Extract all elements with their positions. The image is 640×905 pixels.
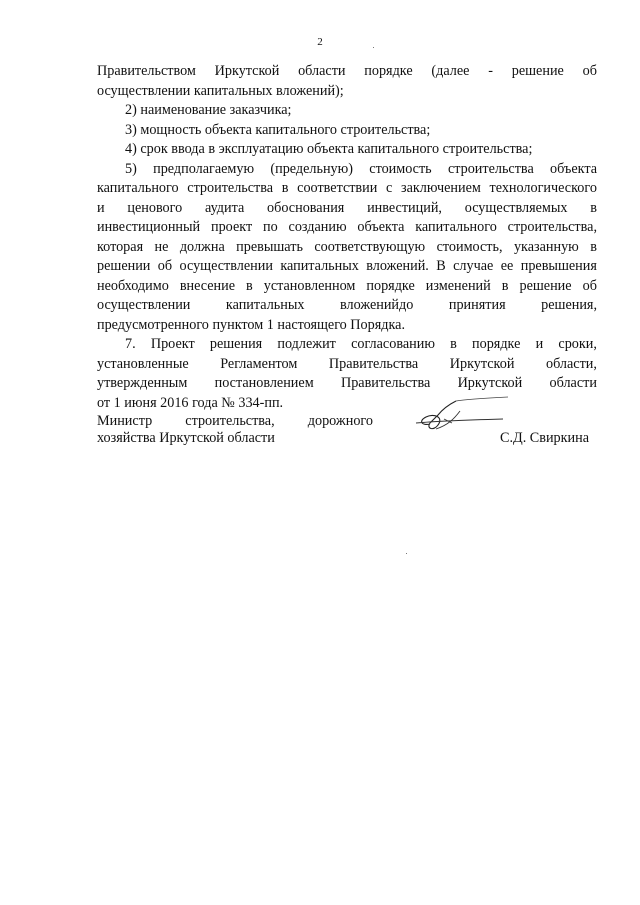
word: принятия xyxy=(448,297,506,313)
word: порядке xyxy=(364,63,413,79)
word: решении xyxy=(97,258,151,274)
signatory-position-line-2: хозяйства Иркутской области xyxy=(97,430,275,446)
word: в xyxy=(590,238,597,255)
word: Правительства xyxy=(328,355,419,372)
word: строительства, xyxy=(507,219,597,235)
text-line xyxy=(97,218,597,236)
word: капитального xyxy=(415,219,497,235)
word: Регламентом xyxy=(220,355,298,372)
word: 5) xyxy=(125,160,137,177)
word: Иркутской xyxy=(214,63,280,79)
page-number: 2 xyxy=(317,36,323,48)
signatory-position-line-1 xyxy=(97,412,373,430)
text-line xyxy=(125,160,597,178)
signatory-name: С.Д. Свиркина xyxy=(500,430,590,446)
word: об xyxy=(582,277,597,294)
word: капитальных xyxy=(280,258,359,274)
word: обоснования xyxy=(267,199,345,216)
word: решения, xyxy=(541,297,597,313)
word: подлежит xyxy=(277,336,336,352)
word: в xyxy=(501,277,509,294)
word: превышать xyxy=(236,238,303,255)
word: капитального xyxy=(97,180,179,196)
word: должна xyxy=(179,238,225,255)
word: - xyxy=(488,63,493,79)
word: случае xyxy=(453,258,494,274)
text-line xyxy=(97,355,597,373)
word: постановлением xyxy=(214,375,314,391)
word: соответствующую xyxy=(314,238,426,255)
text-line: 4) срок ввода в эксплуатацию объекта капитального строительства; xyxy=(125,141,533,157)
word: в xyxy=(246,277,253,294)
text-line: 3) мощность объекта капитального строительства; xyxy=(125,121,431,138)
word: решения xyxy=(209,336,263,352)
text-line xyxy=(97,257,597,275)
word: области, xyxy=(545,355,597,372)
word: стоимость xyxy=(369,160,432,177)
word: проект xyxy=(210,219,253,235)
text-line xyxy=(125,335,597,353)
word: сроки, xyxy=(558,336,597,352)
word: области xyxy=(549,375,597,391)
word: капитальных xyxy=(225,297,305,313)
word: Правительства xyxy=(340,375,431,391)
word: соответствии xyxy=(297,180,378,196)
text-line: от 1 июня 2016 года № 334-пп. xyxy=(97,394,284,411)
word: дорожного xyxy=(307,413,373,429)
word: указанную xyxy=(513,238,579,255)
word: Проект xyxy=(150,336,195,352)
text-line xyxy=(97,238,597,256)
text-line: 2) наименование заказчика; xyxy=(125,102,292,118)
word: аудита xyxy=(205,199,245,216)
text-line xyxy=(97,374,597,392)
word: Министр xyxy=(97,413,153,429)
word: превышения xyxy=(520,258,597,274)
word: строительства xyxy=(447,160,534,177)
word: заключением xyxy=(401,180,481,196)
text-line: осуществлении капитальных вложений); xyxy=(97,82,344,99)
word: с xyxy=(386,180,393,196)
word: В xyxy=(436,258,446,274)
word: решение xyxy=(511,63,564,79)
word: об xyxy=(157,258,173,274)
word: внесение xyxy=(179,277,236,294)
word: технологического xyxy=(489,180,597,196)
word: Правительством xyxy=(97,63,196,79)
word: стоимость, xyxy=(436,238,503,255)
word: установленные xyxy=(97,355,189,372)
word: об xyxy=(582,63,597,79)
text-line xyxy=(97,179,597,197)
word: в xyxy=(450,336,457,352)
word: инвестиций, xyxy=(367,199,442,216)
word: вложенийдо xyxy=(340,297,414,313)
word: области xyxy=(298,63,346,79)
word: Иркутской xyxy=(449,355,515,372)
scan-speck xyxy=(373,47,374,48)
word: порядке xyxy=(472,336,521,352)
word: осуществлении xyxy=(97,297,191,313)
word: ценового xyxy=(127,199,183,216)
word: ее xyxy=(500,258,514,274)
word: в xyxy=(590,199,597,216)
word: 7. xyxy=(125,336,136,352)
word: вложений. xyxy=(366,258,429,274)
word: и xyxy=(535,336,544,352)
word: предполагаемую xyxy=(153,160,255,177)
word: решение xyxy=(519,277,572,294)
word: осуществляемых xyxy=(464,199,568,216)
word: которая xyxy=(97,238,144,255)
word: утвержденным xyxy=(97,375,188,391)
word: по xyxy=(262,219,278,235)
word: не xyxy=(154,238,169,255)
word: согласованию xyxy=(351,336,435,352)
text-line xyxy=(97,277,597,295)
word: осуществлении xyxy=(179,258,273,274)
word: объекта xyxy=(550,160,597,177)
word: Иркутской xyxy=(457,375,523,391)
word: (предельную) xyxy=(270,160,353,177)
text-line xyxy=(97,62,597,80)
scan-speck xyxy=(406,553,407,554)
text-line xyxy=(97,296,597,314)
word: порядке xyxy=(366,277,415,294)
word: созданию xyxy=(288,219,347,235)
word: строительства, xyxy=(185,413,275,429)
word: изменений xyxy=(425,277,491,294)
text-line: предусмотренного пунктом 1 настоящего Порядка. xyxy=(97,316,406,333)
word: инвестиционный xyxy=(97,219,201,235)
word: установленном xyxy=(263,277,356,294)
word: строительства xyxy=(187,180,274,196)
word: необходимо xyxy=(97,277,169,294)
word: в xyxy=(281,180,289,196)
word: (далее xyxy=(431,63,470,79)
word: и xyxy=(97,199,105,216)
text-line xyxy=(97,199,597,217)
word: объекта xyxy=(357,219,405,235)
